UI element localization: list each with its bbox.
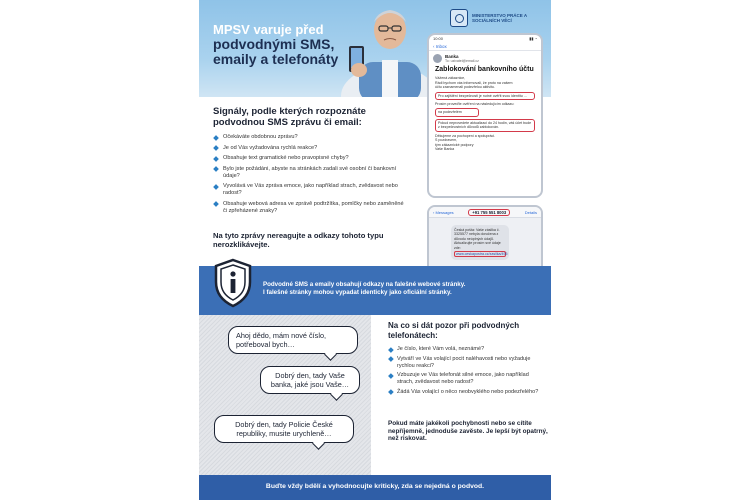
ministry-logo: [450, 6, 548, 30]
signal-item: Je od Vás vyžadována rychlá reakce?: [213, 145, 409, 152]
email-highlight-deadline: Pokud neprovedete aktualizaci do 24 hodin, váš účet bude z bezpečnostních důvodů zablokován.: [435, 119, 535, 132]
email-closing-line: Děkujeme za pochopení a spolupráci.: [435, 133, 496, 138]
email-body-line: Rádi bychom vás informovali, že proto na vašem: [435, 80, 513, 85]
inbox-back-link[interactable]: ‹ Inbox: [429, 43, 541, 51]
calls-heading: Na co si dát pozor při podvodných telefonátech:: [388, 321, 520, 340]
email-closing-line: S pozdravem,: [435, 138, 458, 143]
sender-email: To: uzivatel@email.cz: [445, 59, 479, 63]
poster: [199, 0, 551, 500]
email-body-line: Vážená zákaznice,: [435, 76, 466, 80]
sms-header-bar: [429, 207, 541, 218]
sms-phishing-link[interactable]: www.ceskapostra.cz/zasilka/495: [456, 252, 508, 257]
calls-list: [388, 346, 546, 399]
shield-info-icon: [213, 258, 253, 308]
status-time: 10:00: [433, 36, 444, 41]
sender-number: +91 755 551 8003: [468, 209, 510, 216]
title-line-1: MPSV varuje před: [213, 22, 324, 37]
sender-name: Banka: [445, 54, 459, 59]
messages-back-link[interactable]: ‹ Messages: [433, 209, 454, 215]
signal-item: Očekáváte obdobnou zprávu?: [213, 134, 409, 141]
title-line-3: emaily a telefonáty: [213, 51, 339, 67]
email-closing-line: Vaše Banka: [435, 147, 455, 152]
title-line-2: podvodnými SMS,: [213, 36, 335, 52]
email-phone-mockup: [427, 33, 543, 198]
phone-status-bar: [429, 35, 541, 43]
info-band-text: [263, 281, 547, 297]
call-warning-item: Vytváří ve Vás volající pocit naléhavosti nebo vyžaduje rychlou reakci?: [388, 356, 546, 370]
calls-advice: Pokud máte jakékoli pochybnosti nebo se cítíte nepříjemně, jednoduše zavěste. Je lepší být opatrný, než riskovat.: [388, 420, 548, 443]
email-highlight-link[interactable]: na podezřelém: [435, 108, 479, 116]
signal-item: Obsahuje webová adresa ve zprávě podtržítka, pomlčky nebo zaměněné či zpřeházené znaky?: [213, 201, 409, 215]
signal-battery-icon: ▮▮ ◔: [529, 36, 537, 41]
call-warning-item: Žádá Vás volající o něco neobvyklého nebo podezřelého?: [388, 389, 546, 396]
signal-item: Bylo jste požádáni, abyste na stránkách zadali své osobní či bankovní údaje?: [213, 166, 409, 180]
call-bubble-grandson: Ahoj dědo, mám nové číslo, potřeboval bych…: [228, 326, 358, 354]
signal-item: Obsahuje text gramatické nebo pravopisné chyby?: [213, 155, 409, 162]
signals-heading: Signály, podle kterých rozpoznáte podvodnou SMS zprávu či email:: [213, 106, 366, 128]
call-warning-item: Vzbuzuje ve Vás telefonát silné emoce, jako například strach, zvědavost nebo radost?: [388, 372, 546, 386]
logo-text: MINISTERSTVO PRÁCE A SOCIÁLNÍCH VĚCÍ: [472, 13, 527, 23]
email-closing-line: tým zákaznické podpory: [435, 142, 474, 147]
email-sender: [429, 51, 541, 64]
call-bubble-police: Dobrý den, tady Policie České republiky, musite urychleně…: [214, 415, 354, 443]
email-highlight-identity: Pro zajištění bezpečnosti je nutné ověřit svou identitu ...: [435, 92, 535, 100]
sms-message-text: Česká pošta: Vaše zásilka č. 3325577 nebyla doručena z důvodu neúplných údajů. Aktualizujte prosím své údaje zde:: [454, 228, 501, 250]
ministry-emblem-icon: [450, 9, 468, 27]
footer-banner: [199, 475, 551, 500]
worried-man-photo: [337, 0, 437, 97]
footer-text: Buďte vždy bdělí a vyhodnocujte kriticky, zda se nejedná o podvod.: [265, 483, 485, 490]
info-band-line: Podvodné SMS a emaily obsahují odkazy na falešné webové stránky.: [263, 281, 466, 288]
call-warning-item: Je číslo, které Vám volá, neznámé?: [388, 346, 546, 353]
signal-item: Vyvolává ve Vás zpráva emoce, jako například strach, zvědavost nebo radost?: [213, 183, 409, 197]
signals-list: [213, 134, 409, 218]
call-bubble-bank: Dobrý den, tady Vaše banka, jaké jsou Vaše…: [260, 366, 360, 394]
email-body-line: Prosím proveďte ověření na následujícím odkazu:: [435, 101, 515, 106]
email-body-line: účtu zaznamenali podezřelou aktivitu.: [435, 85, 495, 89]
info-band-line: I falešné stránky mohou vypadat identicky jako oficiální stránky.: [263, 289, 452, 296]
signals-warning: Na tyto zprávy nereagujte a odkazy tohoto typu nerozklikávejte.: [213, 231, 384, 249]
sms-message-bubble: [451, 225, 509, 260]
email-subject: Zablokování bankovního účtu: [435, 66, 534, 73]
sender-avatar: [433, 54, 442, 63]
details-link[interactable]: Details: [524, 209, 537, 215]
